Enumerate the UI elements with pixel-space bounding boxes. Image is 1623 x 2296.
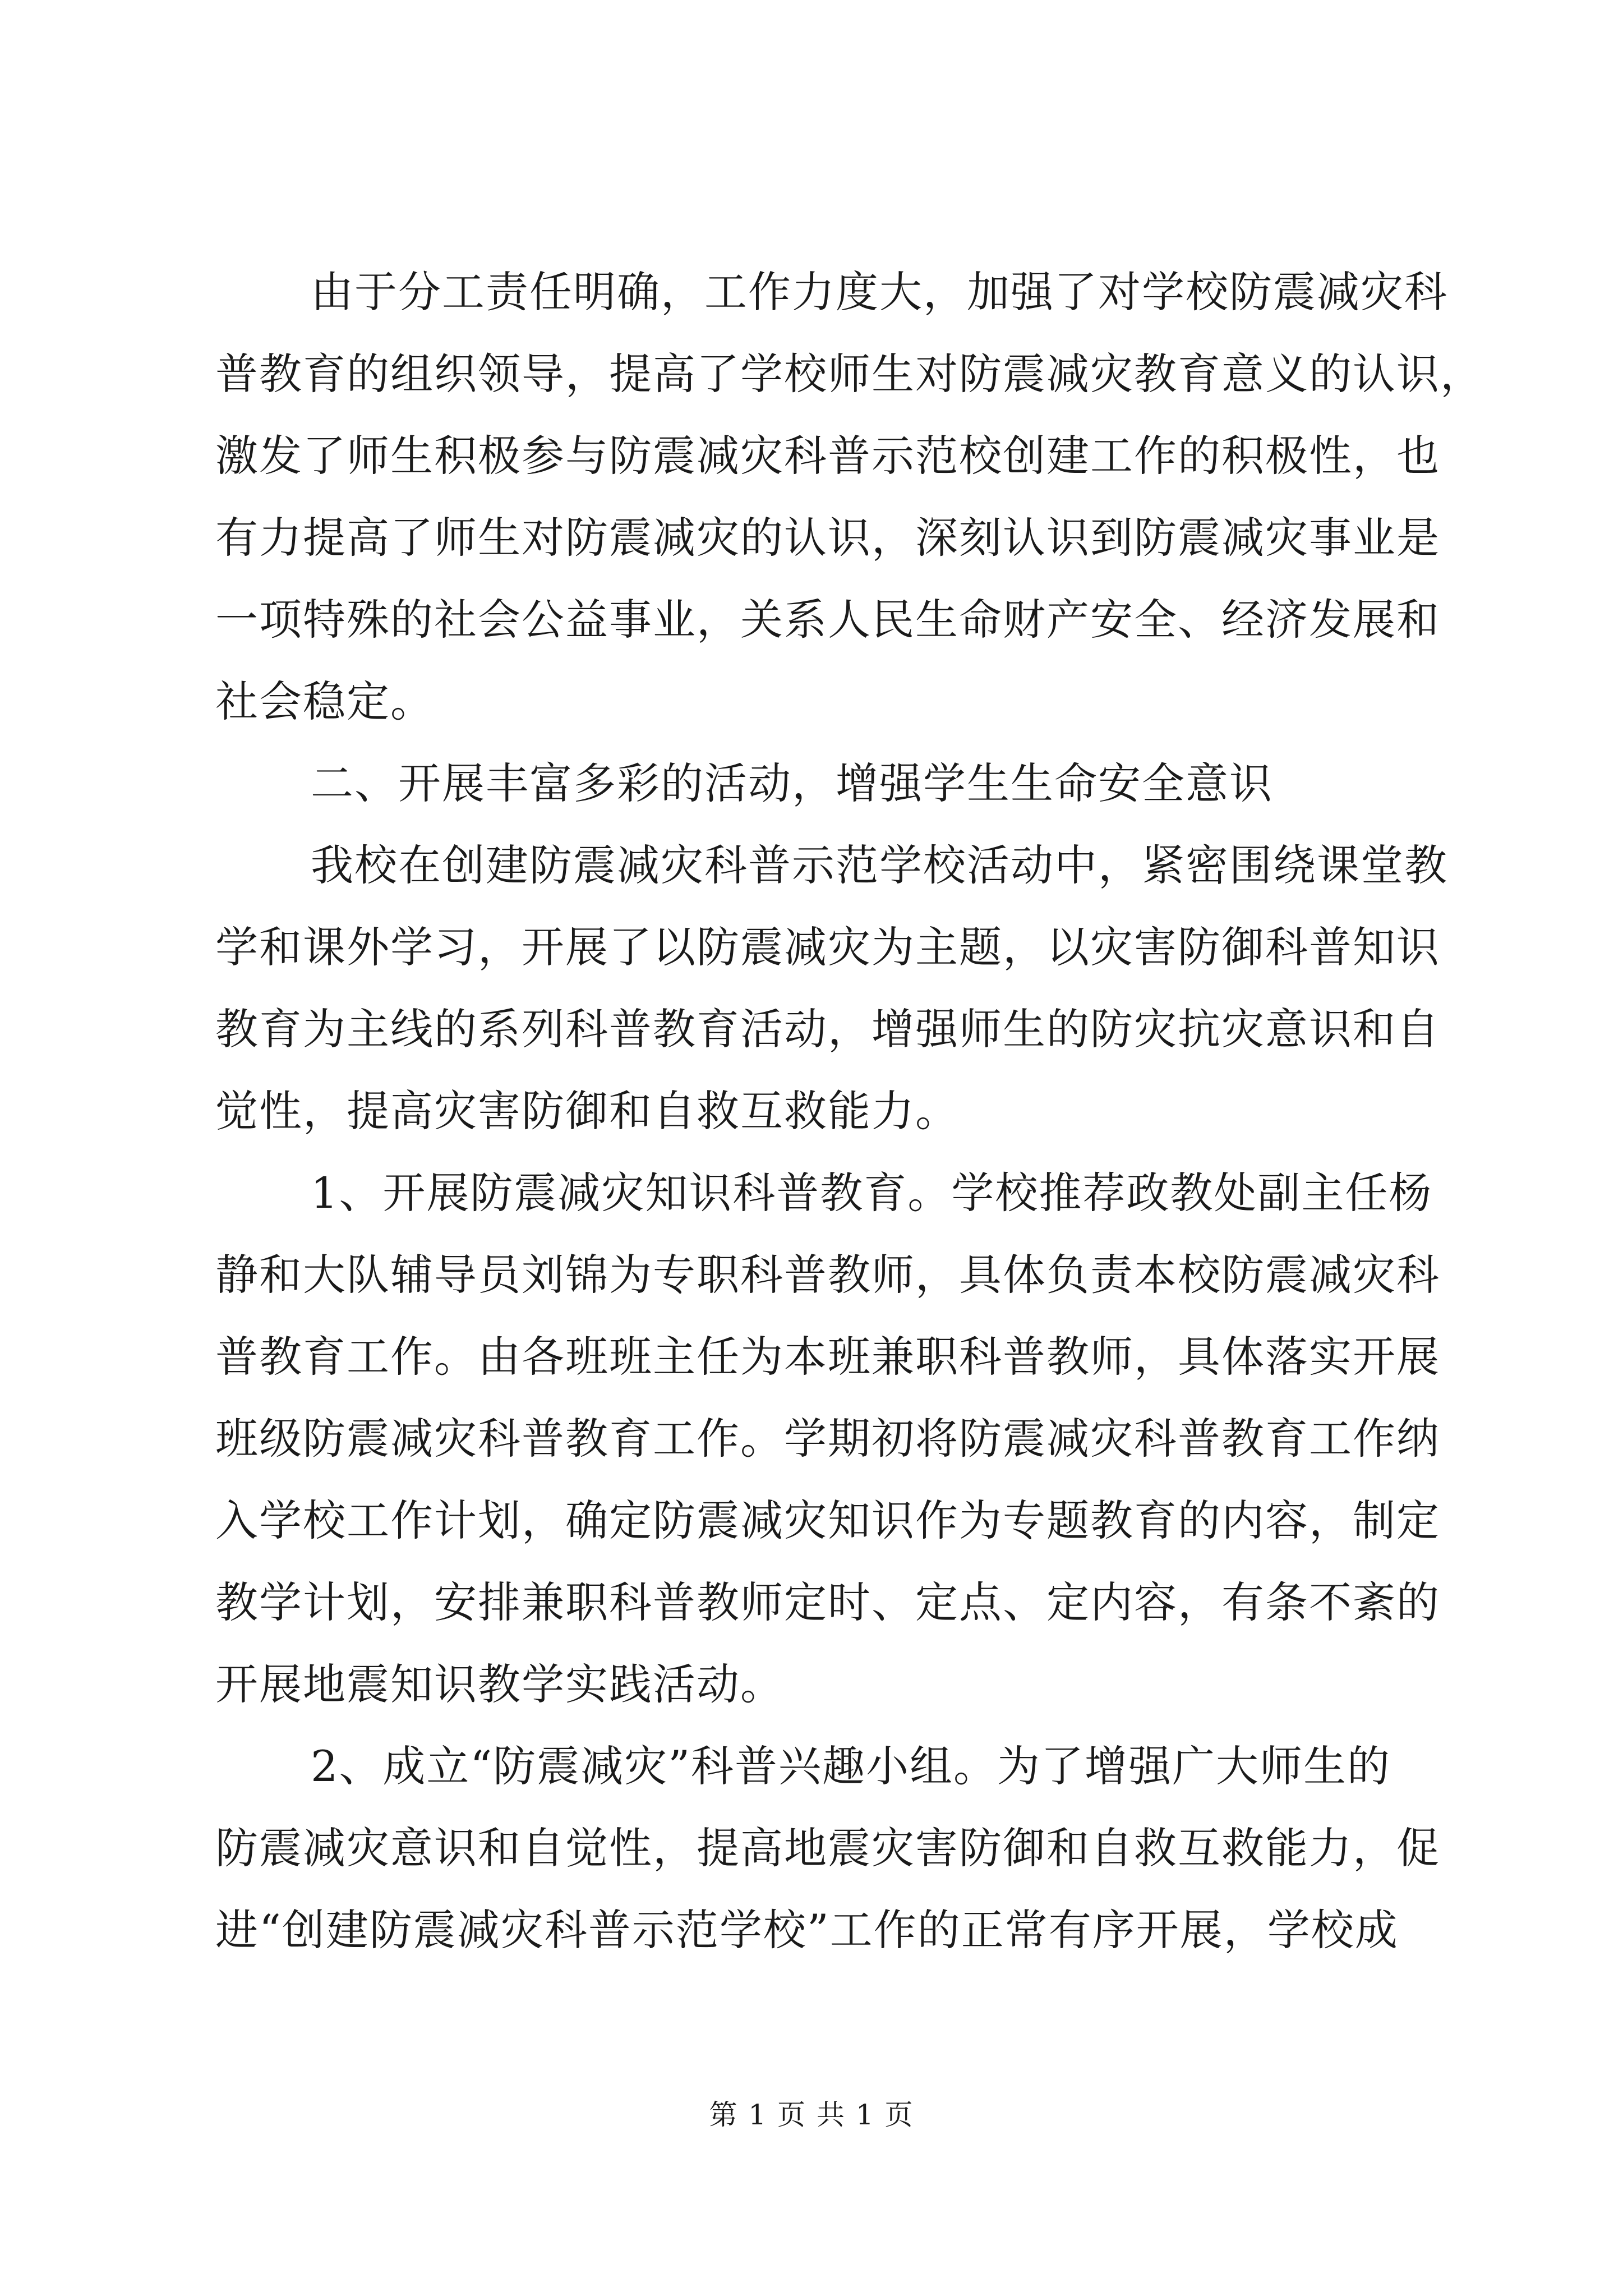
paragraph-line: 教学计划，安排兼职科普教师定时、定点、定内容，有条不紊的 [215, 1577, 1440, 1627]
paragraph-line: 教育为主线的系列科普教育活动，增强师生的防灾抗灾意识和自 [215, 1004, 1440, 1054]
paragraph-line: 进“创建防震减灾科普示范学校”工作的正常有序开展，学校成 [215, 1905, 1399, 1955]
paragraph-line: 由于分工责任明确，工作力度大，加强了对学校防震减灾科 [311, 267, 1448, 317]
paragraph-line: 觉性，提高灾害防御和自救互救能力。 [215, 1086, 959, 1136]
section-heading: 二、开展丰富多彩的活动，增强学生生命安全意识 [311, 758, 1273, 808]
paragraph-line: 1、开展防震减灾知识科普教育。学校推荐政教处副主任杨 [311, 1168, 1433, 1218]
paragraph-line: 班级防震减灾科普教育工作。学期初将防震减灾科普教育工作纳 [215, 1414, 1440, 1464]
paragraph-line: 开展地震知识教学实践活动。 [215, 1659, 784, 1709]
paragraph-line: 普教育工作。由各班班主任为本班兼职科普教师，具体落实开展 [215, 1332, 1440, 1382]
document-body [215, 251, 1484, 1971]
paragraph-line: 激发了师生积极参与防震减灾科普示范校创建工作的积极性，也 [215, 431, 1440, 481]
paragraph-line: 我校在创建防震减灾科普示范学校活动中，紧密围绕课堂教 [311, 840, 1448, 890]
paragraph-line: 社会稳定。 [215, 677, 434, 726]
paragraph-line: 一项特殊的社会公益事业，关系人民生命财产安全、经济发展和 [215, 595, 1440, 645]
paragraph-line: 有力提高了师生对防震减灾的认识，深刻认识到防震减灾事业是 [215, 513, 1440, 563]
paragraph-line: 学和课外学习，开展了以防震减灾为主题，以灾害防御科普知识 [215, 922, 1440, 972]
paragraph-line: 普教育的组织领导，提高了学校师生对防震减灾教育意义的认识， [215, 349, 1484, 399]
paragraph-line: 静和大队辅导员刘锦为专职科普教师，具体负责本校防震减灾科 [215, 1250, 1440, 1300]
paragraph-line: 防震减灾意识和自觉性，提高地震灾害防御和自救互救能力，促 [215, 1823, 1440, 1873]
paragraph-line: 入学校工作计划，确定防震减灾知识作为专题教育的内容，制定 [215, 1496, 1440, 1545]
page-number-footer: 第 1 页 共 1 页 [709, 2099, 914, 2131]
paragraph-line: 2、成立“防震减灾”科普兴趣小组。为了增强广大师生的 [311, 1741, 1391, 1791]
